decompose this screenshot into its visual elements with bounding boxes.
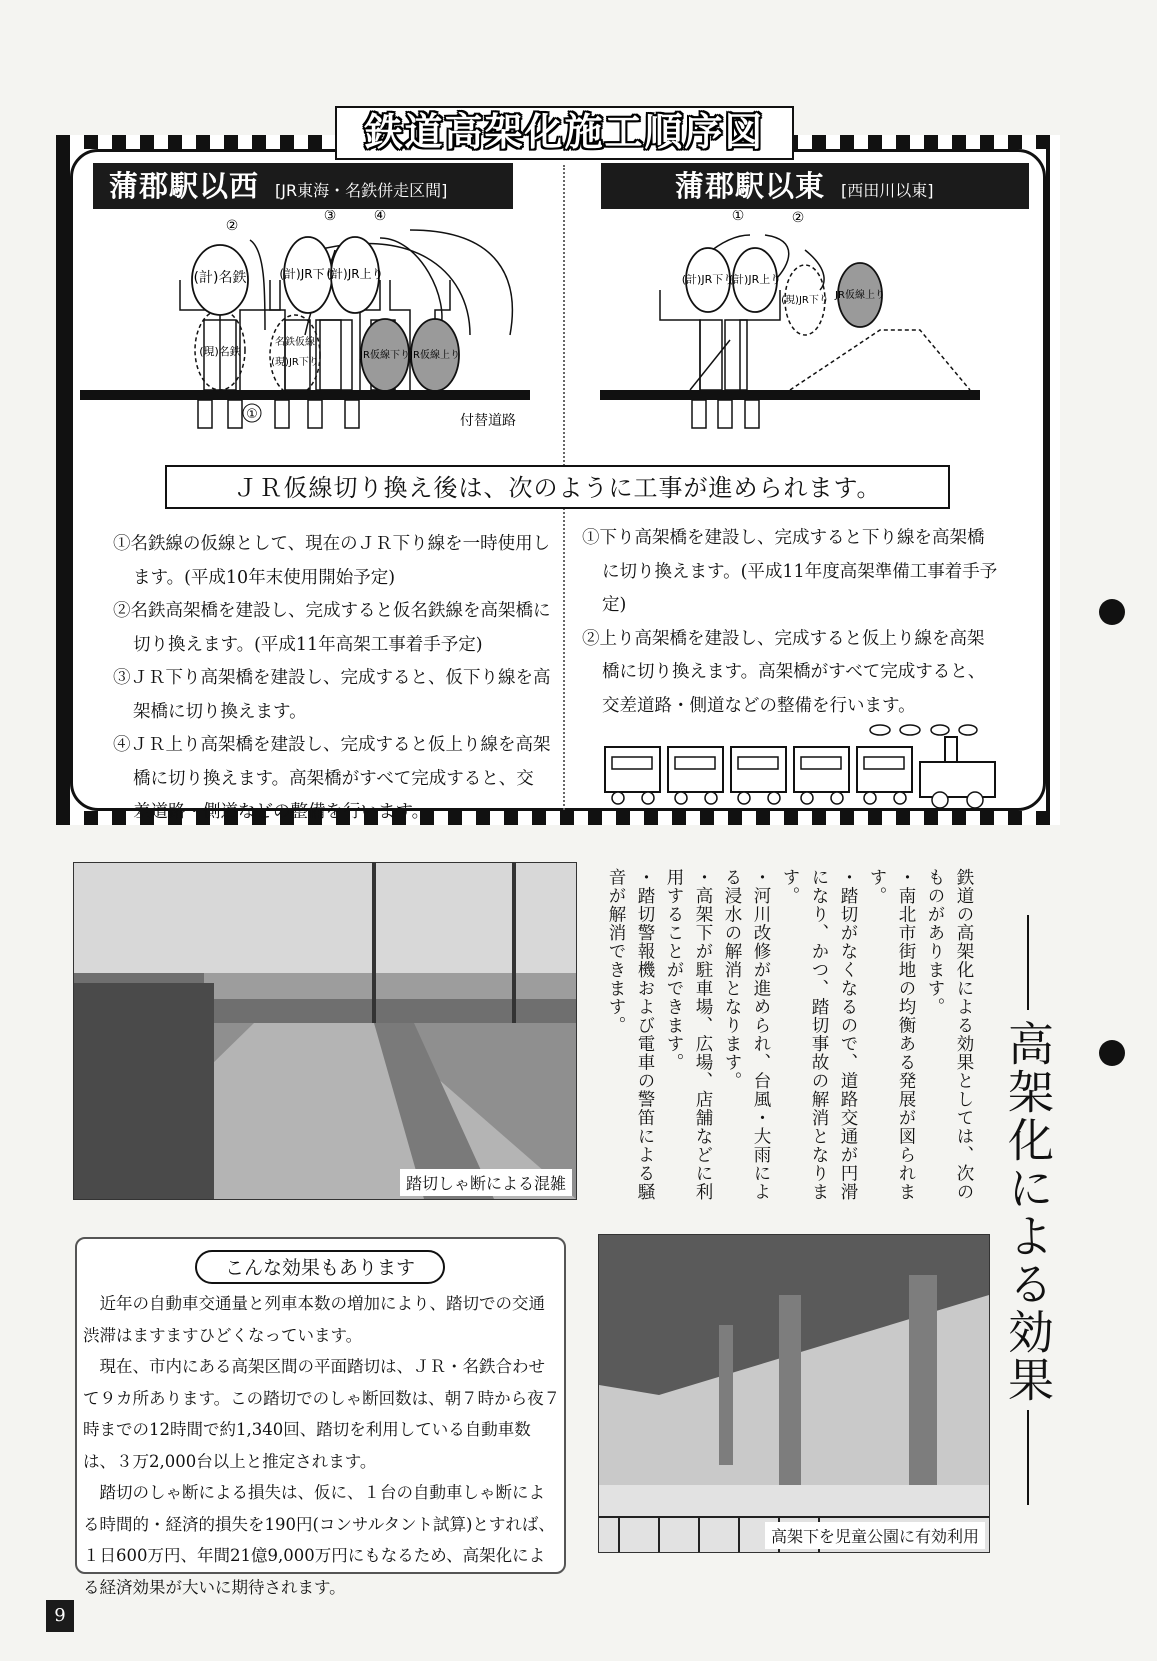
photo2-caption: 高架下を児童公園に有効利用	[765, 1522, 985, 1549]
east-label-plan-jr-down: (計)JR下り	[681, 273, 735, 286]
effects-intro: 鉄道の高架化による効果としては、次のものがあります。	[925, 868, 974, 1201]
east-step-num-2: ②	[791, 210, 805, 226]
effects-bullet-4: ・高架下が駐車場、広場、店舗などに利用することができます。	[664, 868, 713, 1201]
page-title: 鉄道高架化施工順序図	[335, 106, 794, 160]
west-step-4: ④ＪＲ上り高架橋を建設し、完成すると仮上り線を高架橋に切り換えます。高架橋がすべて完成すると、交差道路・側道などの整備を行います。	[113, 735, 551, 822]
west-step-num-4: ④	[373, 210, 387, 224]
photo-park-under-viaduct	[598, 1234, 990, 1553]
east-subheading: [西田川以東]	[841, 181, 934, 200]
west-step-num-1: ①	[246, 407, 258, 422]
info-paragraph-3: 踏切のしゃ断による損失は、仮に、１台の自動車しゃ断による時間的・経済的損失を190円(コンサルタント試算)とすれば、１日600万円、年間21億9,000万円にもなるため、高架化による経済効果が大いに期待されます。	[83, 1483, 555, 1597]
notice-box: ＪＲ仮線切り換え後は、次のように工事が進められます。	[165, 465, 950, 509]
photo1-caption: 踏切しゃ断による混雑	[400, 1169, 572, 1196]
label-road: 付替道路	[460, 413, 516, 429]
heading-rule	[1027, 915, 1029, 1010]
effects-bullet-3: ・河川改修が進められ、台風・大雨による浸水の解消となります。	[722, 868, 771, 1201]
photo-scene-crossing	[74, 863, 576, 1199]
west-heading-text: 蒲郡駅以西	[109, 169, 260, 203]
label-plan-meitetsu: (計)名鉄	[193, 270, 247, 286]
west-section-heading	[93, 163, 513, 209]
east-section-heading	[601, 163, 1029, 209]
photo-scene-viaduct-park	[599, 1235, 989, 1552]
info-paragraph-2: 現在、市内にある高架区間の平面踏切は、ＪＲ・名鉄合わせて９カ所あります。この踏切でのしゃ断回数は、朝７時から夜７時までの12時間で約1,340回、踏切を利用している自動車数は、３万2,000台以上と推定されます。	[83, 1357, 561, 1471]
east-step-2: ②上り高架橋を建設し、完成すると仮上り線を高架橋に切り換えます。高架橋がすべて完成すると、交差道路・側道などの整備を行います。	[582, 628, 986, 716]
effects-bullet-2: ・踏切がなくなるので、道路交通が円滑になり、かつ、踏切事故の解消となります。	[780, 868, 858, 1201]
east-label-current-jr-down: (現)JR下り	[781, 295, 829, 306]
label-meitetsu-temp: 名鉄仮線	[275, 337, 315, 348]
east-construction-diagram	[600, 210, 1040, 460]
page-number: 9	[46, 1600, 74, 1632]
effects-heading: 高架化による効果	[1001, 1020, 1055, 1404]
effects-text	[578, 868, 978, 1218]
label-current-jr-down: (現)JR下り	[271, 357, 319, 368]
margin-dot	[1099, 599, 1125, 625]
west-step-3: ③ＪＲ下り高架橋を建設し、完成すると、仮下り線を高架橋に切り換えます。	[113, 668, 551, 722]
east-step-num-1: ①	[731, 210, 745, 224]
west-step-num-3: ③	[323, 210, 337, 224]
west-construction-diagram	[80, 210, 560, 460]
label-jr-temp-up: JR仮線上り	[410, 350, 460, 361]
heading-rule	[1027, 1410, 1029, 1505]
east-steps-list	[582, 522, 1000, 723]
info-box-body	[83, 1288, 561, 1603]
label-current-meitetsu: (現)名鉄	[199, 345, 241, 358]
photo-railroad-crossing-congestion	[73, 862, 577, 1200]
east-label-plan-jr-up: (計)JR上り	[728, 273, 782, 286]
label-jr-temp-down: JR仮線下り	[360, 350, 410, 361]
label-plan-jr-up: (計)JR上り	[326, 267, 384, 281]
info-paragraph-1: 近年の自動車交通量と列車本数の増加により、踏切での交通渋滞はますますひどくなっています。	[83, 1294, 545, 1345]
east-step-1: ①下り高架橋を建設し、完成すると下り線を高架橋に切り換えます。(平成11年度高架準備工事着手予定)	[582, 528, 998, 615]
margin-dot	[1099, 1040, 1125, 1066]
west-step-2: ②名鉄高架橋を建設し、完成すると仮名鉄線を高架橋に切り換えます。(平成11年高架工事着手予定)	[113, 601, 551, 655]
effects-bullet-5: ・踏切警報機および電車の警笛による騒音が解消できます。	[606, 868, 655, 1201]
east-heading-text: 蒲郡駅以東	[675, 169, 826, 203]
east-label-jr-temp-up: JR仮線上り	[835, 290, 885, 301]
west-step-num-2: ②	[225, 218, 239, 234]
west-step-1: ①名鉄線の仮線として、現在のＪＲ下り線を一時使用します。(平成10年末使用開始予定)	[113, 534, 551, 588]
west-steps-list	[113, 528, 551, 830]
train-illustration	[600, 722, 1010, 812]
west-subheading: [JR東海・名鉄併走区間]	[275, 181, 448, 200]
effects-bullet-1: ・南北市街地の均衡ある発展が図られます。	[867, 868, 916, 1201]
info-box-title: こんな効果もあります	[195, 1250, 445, 1284]
label-plan-jr-down: (計)JR下り	[279, 267, 337, 281]
